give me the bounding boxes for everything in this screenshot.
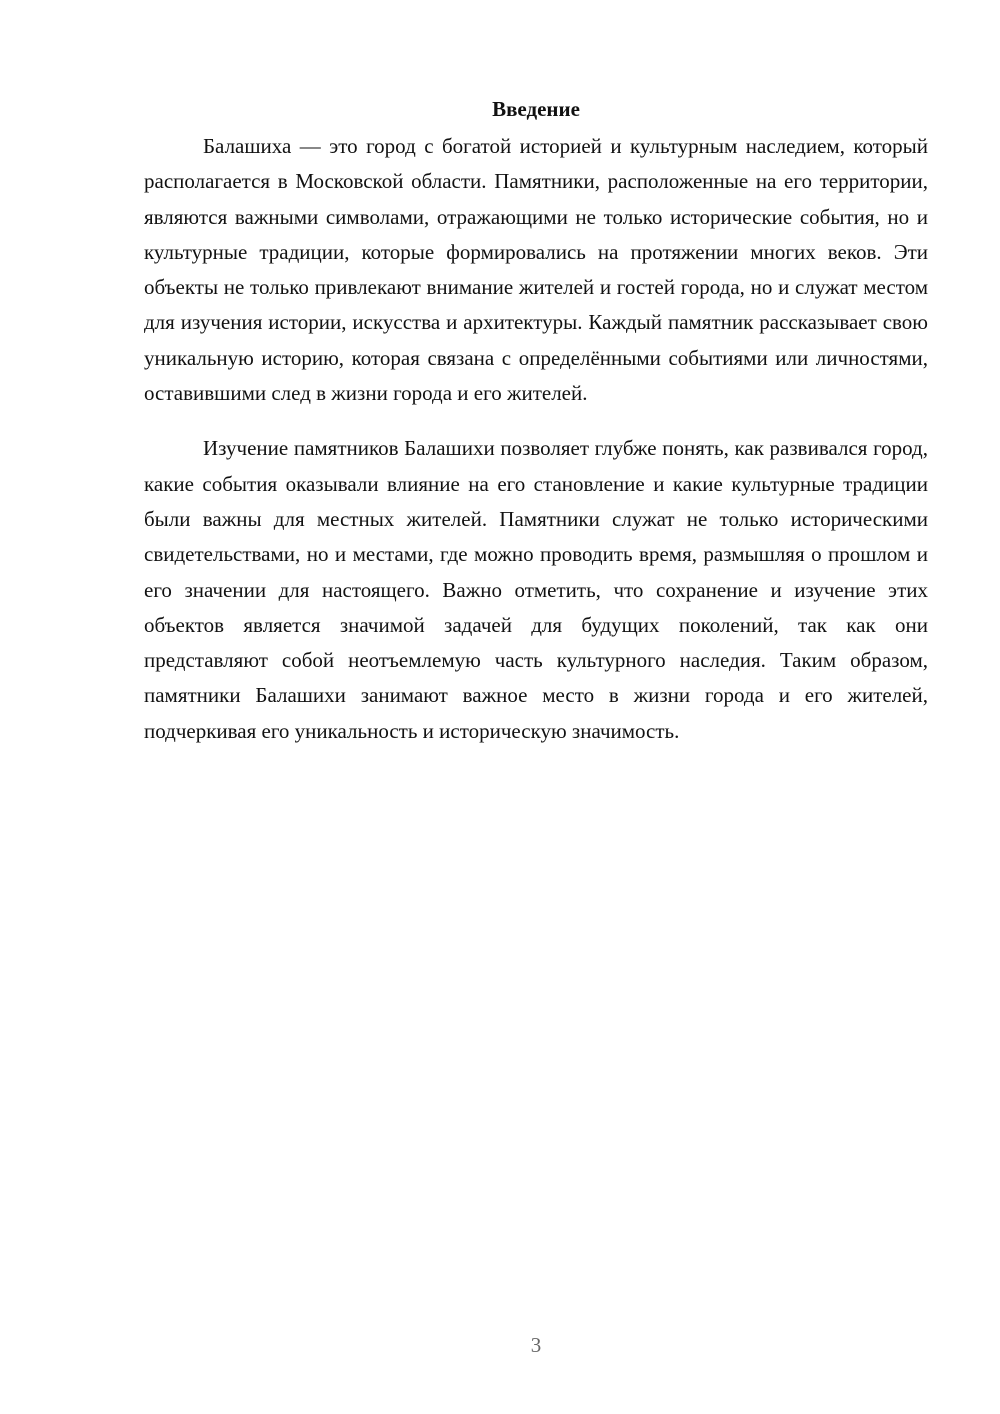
- paragraph-2: Изучение памятников Балашихи позволяет глубже понять, как развивался город, какие события оказывали влияние на его становление и какие культурные традиции были важны для местных жителей. Памятники служат не только историческими свидетельствами, но и местами, где можно проводить время, размышляя о прошлом и его значении для настоящего. Важно отметить, что сохранение и изучение этих объектов является значимой задачей для будущих поколений, так как они представляют собой неотъемлемую часть культурного наследия. Таким образом, памятники Балашихи занимают важное место в жизни города и его жителей, подчеркивая его уникальность и историческую значимость.: [144, 436, 928, 743]
- page-number: 3: [530, 1333, 542, 1357]
- paragraph-1: Балашиха — это город с богатой историей и культурным наследием, который располагается в Московской области. Памятники, расположенные на его территории, являются важными символами, отражающими не только исторические события, но и культурные традиции, которые формировались на протяжении многих веков. Эти объекты не только привлекают внимание жителей и гостей города, но и служат местом для изучения истории, искусства и архитектуры. Каждый памятник рассказывает свою уникальную историю, которая связана с определёнными событиями или личностями, оставившими след в жизни города и его жителей.: [144, 134, 928, 406]
- section-title: Введение: [492, 97, 580, 121]
- document-body: [144, 92, 928, 749]
